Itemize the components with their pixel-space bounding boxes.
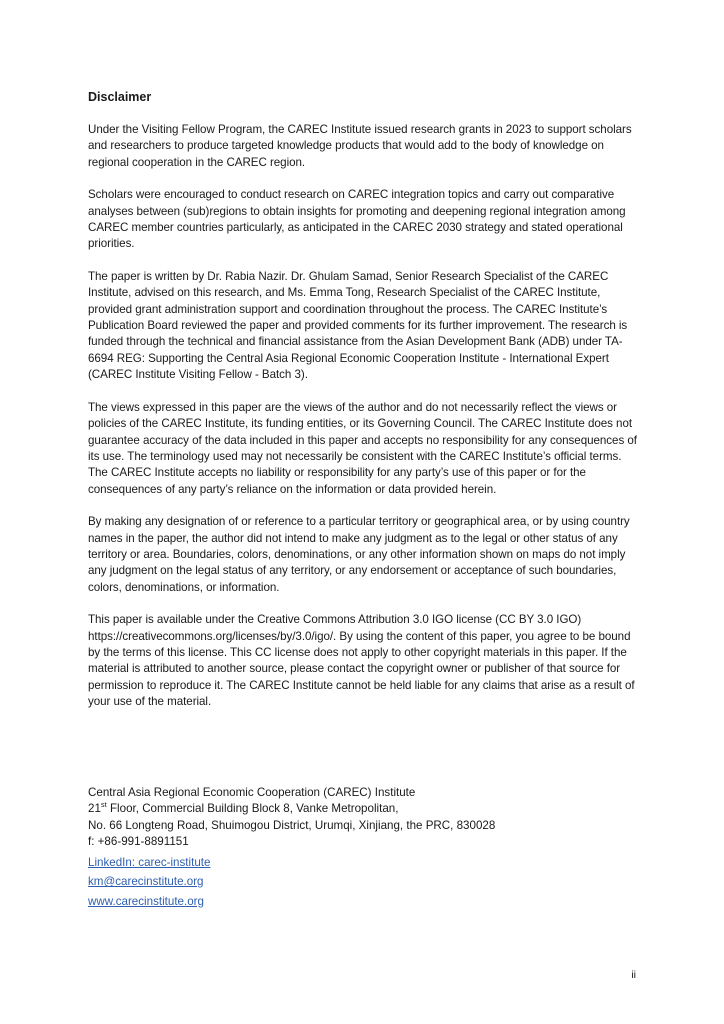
paragraph-designation: By making any designation of or reference to a particular territory or geographical area, or by using country names in the paper, the author did not intend to make any judgment as to the legal or other status of any territory or area. Boundaries, colors, denominations, or any other information shown on maps do not imply any judgment on the legal status of any territory, or any endorsement or acceptance of such boundaries, colors, denominations, or information.	[88, 515, 630, 594]
address-street-line: No. 66 Longteng Road, Shuimogou District, Urumqi, Xinjiang, the PRC, 830028	[88, 818, 496, 832]
paragraph-scholars: Scholars were encouraged to conduct research on CAREC integration topics and carry out comparative analyses between (sub)regions to obtain insights for promoting and deepening regional integration among CAREC member countries particularly, as anticipated in the CAREC 2030 strategy and stated operational priorities.	[88, 188, 626, 251]
disclaimer-heading: Disclaimer	[88, 90, 152, 104]
linkedin-link[interactable]: LinkedIn: carec-institute	[88, 855, 211, 869]
floor-rest: Floor, Commercial Building Block 8, Vanke Metropolitan,	[106, 802, 399, 816]
disclaimer-section	[88, 89, 640, 727]
paragraph-visiting-fellow: Under the Visiting Fellow Program, the CAREC Institute issued research grants in 2023 to support scholars and researchers to produce targeted knowledge products that would add to the body of knowledge on regional cooperation in the CAREC region.	[88, 123, 632, 169]
paragraph-authorship: The paper is written by Dr. Rabia Nazir. Dr. Ghulam Samad, Senior Research Specialist of the CAREC Institute, advised on this research, and Ms. Emma Tong, Research Specialist of the CAREC Institute, provided grant administration support and coordination throughout the process. The CAREC Institute’s Publication Board reviewed the paper and provided comments for its further improvement. The research is funded through the technical and financial assistance from the Asian Development Bank (ADB) under TA-6694 REG: Supporting the Central Asia Regional Economic Cooperation Institute - International Expert (CAREC Institute Visiting Fellow - Batch 3).	[88, 269, 628, 382]
fax-number: f: +86-991-8891151	[88, 835, 189, 849]
organization-name: Central Asia Regional Economic Cooperation (CAREC) Institute	[88, 786, 416, 799]
floor-number: 21	[88, 802, 101, 816]
floor-suffix: st	[100, 799, 107, 809]
address-floor-line	[88, 801, 640, 817]
website-link[interactable]: www.carecinstitute.org	[88, 894, 204, 908]
paragraph-views: The views expressed in this paper are the views of the author and do not necessarily reflect the views or policies of the CAREC Institute, its funding entities, or its Governing Council. The CAREC Institute does not guarantee accuracy of the data included in this paper and accepts no responsibility for any consequences of its use. The terminology used may not necessarily be consistent with the CAREC Institute’s official terms. The CAREC Institute accepts no liability or responsibility for any party’s use of this paper or for the consequences of any party’s reliance on the information or data provided herein.	[88, 400, 637, 496]
contact-block	[88, 785, 640, 911]
paragraph-license: This paper is available under the Creative Commons Attribution 3.0 IGO license (CC BY 3.0 IGO) https://creativecommons.org/licenses/by/3.0/igo/. By using the content of this paper, you agree to be bound by the terms of this license. This CC license does not apply to other copyright materials in this paper. If the material is attributed to another source, please contact the copyright owner or publisher of that source for permission to reproduce it. The CAREC Institute cannot be held liable for any claims that arise as a result of your use of the material.	[88, 613, 635, 709]
page-number: ii	[631, 969, 636, 981]
email-link[interactable]: km@carecinstitute.org	[88, 875, 204, 889]
